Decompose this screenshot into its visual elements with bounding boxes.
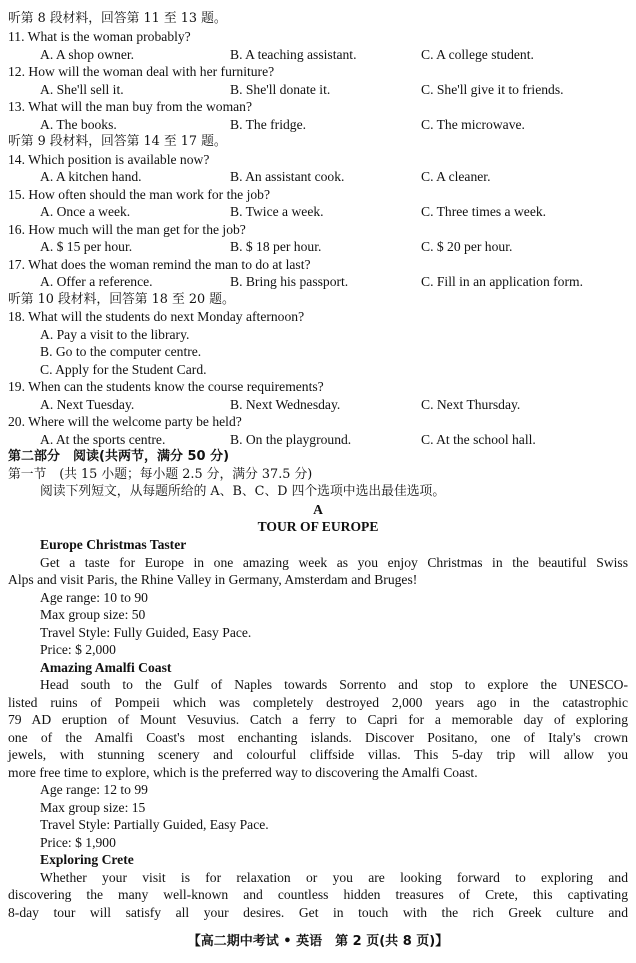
option-12c: C. She'll give it to friends. — [421, 82, 564, 97]
option-16c: C. $ 20 per hour. — [421, 239, 513, 254]
option-11c: C. A college student. — [421, 47, 534, 62]
option-11b: B. A teaching assistant. — [230, 47, 357, 62]
question-16: 16. How much will the man get for the job? — [8, 222, 246, 237]
passage-title: TOUR OF EUROPE — [257, 519, 379, 534]
option-12b: B. She'll donate it. — [230, 82, 331, 97]
tour-name: Amazing Amalfi Coast — [40, 660, 172, 675]
instruction: 阅读下列短文，从每题所给的 A、B、C、D 四个选项中选出最佳选项。 — [40, 484, 446, 499]
tour-age: Age range: 12 to 99 — [40, 782, 148, 797]
tour-group: Max group size: 50 — [40, 607, 146, 622]
paragraph-line: more free time to explore, which is the preferred way to discovering the Amalfi Coast. — [8, 765, 478, 780]
question-18: 18. What will the students do next Monday afternoon? — [8, 309, 305, 324]
option-13b: B. The fridge. — [230, 117, 307, 132]
tour-group: Max group size: 15 — [40, 800, 146, 815]
paragraph-line: discovering the many well-known and countless hidden treasures of Crete, this captivating — [8, 887, 628, 902]
option-15c: C. Three times a week. — [421, 204, 547, 219]
paragraph-line: 8-day tour will satisfy all your desires. Get in touch with the rich Greek culture and — [8, 905, 628, 920]
paragraph-line: Head south to the Gulf of Naples towards Sorrento and stop to explore the UNESCO- — [40, 677, 628, 692]
question-17: 17. What does the woman remind the man to do at last? — [8, 257, 311, 272]
section-title: 第一节 (共 15 小题；每小题 2.5 分，满分 37.5 分) — [8, 467, 313, 482]
tour-age: Age range: 10 to 90 — [40, 590, 148, 605]
paragraph-line: Alps and visit Paris, the Rhine Valley in Germany, Amsterdam and Bruges! — [8, 572, 418, 587]
tour-name: Europe Christmas Taster — [40, 537, 187, 552]
question-11: 11. What is the woman probably? — [8, 29, 191, 44]
question-19: 19. When can the students know the course requirements? — [8, 379, 324, 394]
paragraph-line: jewels, with stunning scenery and colourful cliffside villas. This 5-day trip will allow you — [8, 747, 628, 762]
option-17a: A. Offer a reference. — [40, 274, 153, 289]
option-11a: A. A shop owner. — [40, 47, 135, 62]
option-17c: C. Fill in an application form. — [421, 274, 583, 289]
option-15a: A. Once a week. — [40, 204, 131, 219]
paragraph-line: Whether your visit is for relaxation or you are looking forward to exploring and — [40, 870, 628, 885]
tour-price: Price: $ 1,900 — [40, 835, 116, 850]
option-14a: A. A kitchen hand. — [40, 169, 142, 184]
option-19b: B. Next Wednesday. — [230, 397, 341, 412]
option-13c: C. The microwave. — [421, 117, 525, 132]
option-18a: A. Pay a visit to the library. — [40, 327, 190, 342]
tour-price: Price: $ 2,000 — [40, 642, 116, 657]
option-16b: B. $ 18 per hour. — [230, 239, 322, 254]
question-12: 12. How will the woman deal with her furniture? — [8, 64, 275, 79]
section-heading: 听第 10 段材料，回答第 18 至 20 题。 — [8, 292, 235, 307]
question-20: 20. Where will the welcome party be held? — [8, 414, 242, 429]
passage-letter: A — [313, 502, 323, 517]
question-14: 14. Which position is available now? — [8, 152, 210, 167]
tour-name: Exploring Crete — [40, 852, 134, 867]
question-15: 15. How often should the man work for the job? — [8, 187, 271, 202]
option-14c: C. A cleaner. — [421, 169, 491, 184]
option-18b: B. Go to the computer centre. — [40, 344, 202, 359]
option-20b: B. On the playground. — [230, 432, 352, 447]
tour-style: Travel Style: Fully Guided, Easy Pace. — [40, 625, 252, 640]
option-15b: B. Twice a week. — [230, 204, 324, 219]
question-13: 13. What will the man buy from the woman? — [8, 99, 253, 114]
option-20a: A. At the sports centre. — [40, 432, 166, 447]
option-20c: C. At the school hall. — [421, 432, 536, 447]
option-14b: B. An assistant cook. — [230, 169, 345, 184]
option-16a: A. $ 15 per hour. — [40, 239, 133, 254]
section-heading: 听第 9 段材料，回答第 14 至 17 题。 — [8, 134, 227, 149]
paragraph-line: 79 AD eruption of Mount Vesuvius. Catch a ferry to Capri for a memorable day of exploring — [8, 712, 628, 727]
option-19c: C. Next Thursday. — [421, 397, 521, 412]
option-17b: B. Bring his passport. — [230, 274, 349, 289]
paragraph-line: listed ruins of Pompeii which was completely destroyed 2,000 years ago in the catastrophic — [8, 695, 628, 710]
part-title: 第二部分 阅读(共两节，满分 50 分) — [8, 449, 230, 464]
section-heading: 听第 8 段材料，回答第 11 至 13 题。 — [8, 11, 227, 26]
option-19a: A. Next Tuesday. — [40, 397, 135, 412]
paragraph-line: one of the Amalfi Coast's most enchanting islands. Discover Positano, one of Italy's crown — [8, 730, 628, 745]
option-13a: A. The books. — [40, 117, 117, 132]
page-footer: 【高二期中考试 • 英语 第 2 页(共 8 页)】 — [187, 934, 449, 949]
tour-style: Travel Style: Partially Guided, Easy Pace. — [40, 817, 269, 832]
option-18c: C. Apply for the Student Card. — [40, 362, 207, 377]
paragraph-line: Get a taste for Europe in one amazing week as you enjoy Christmas in the beautiful Swiss — [40, 555, 628, 570]
option-12a: A. She'll sell it. — [40, 82, 124, 97]
